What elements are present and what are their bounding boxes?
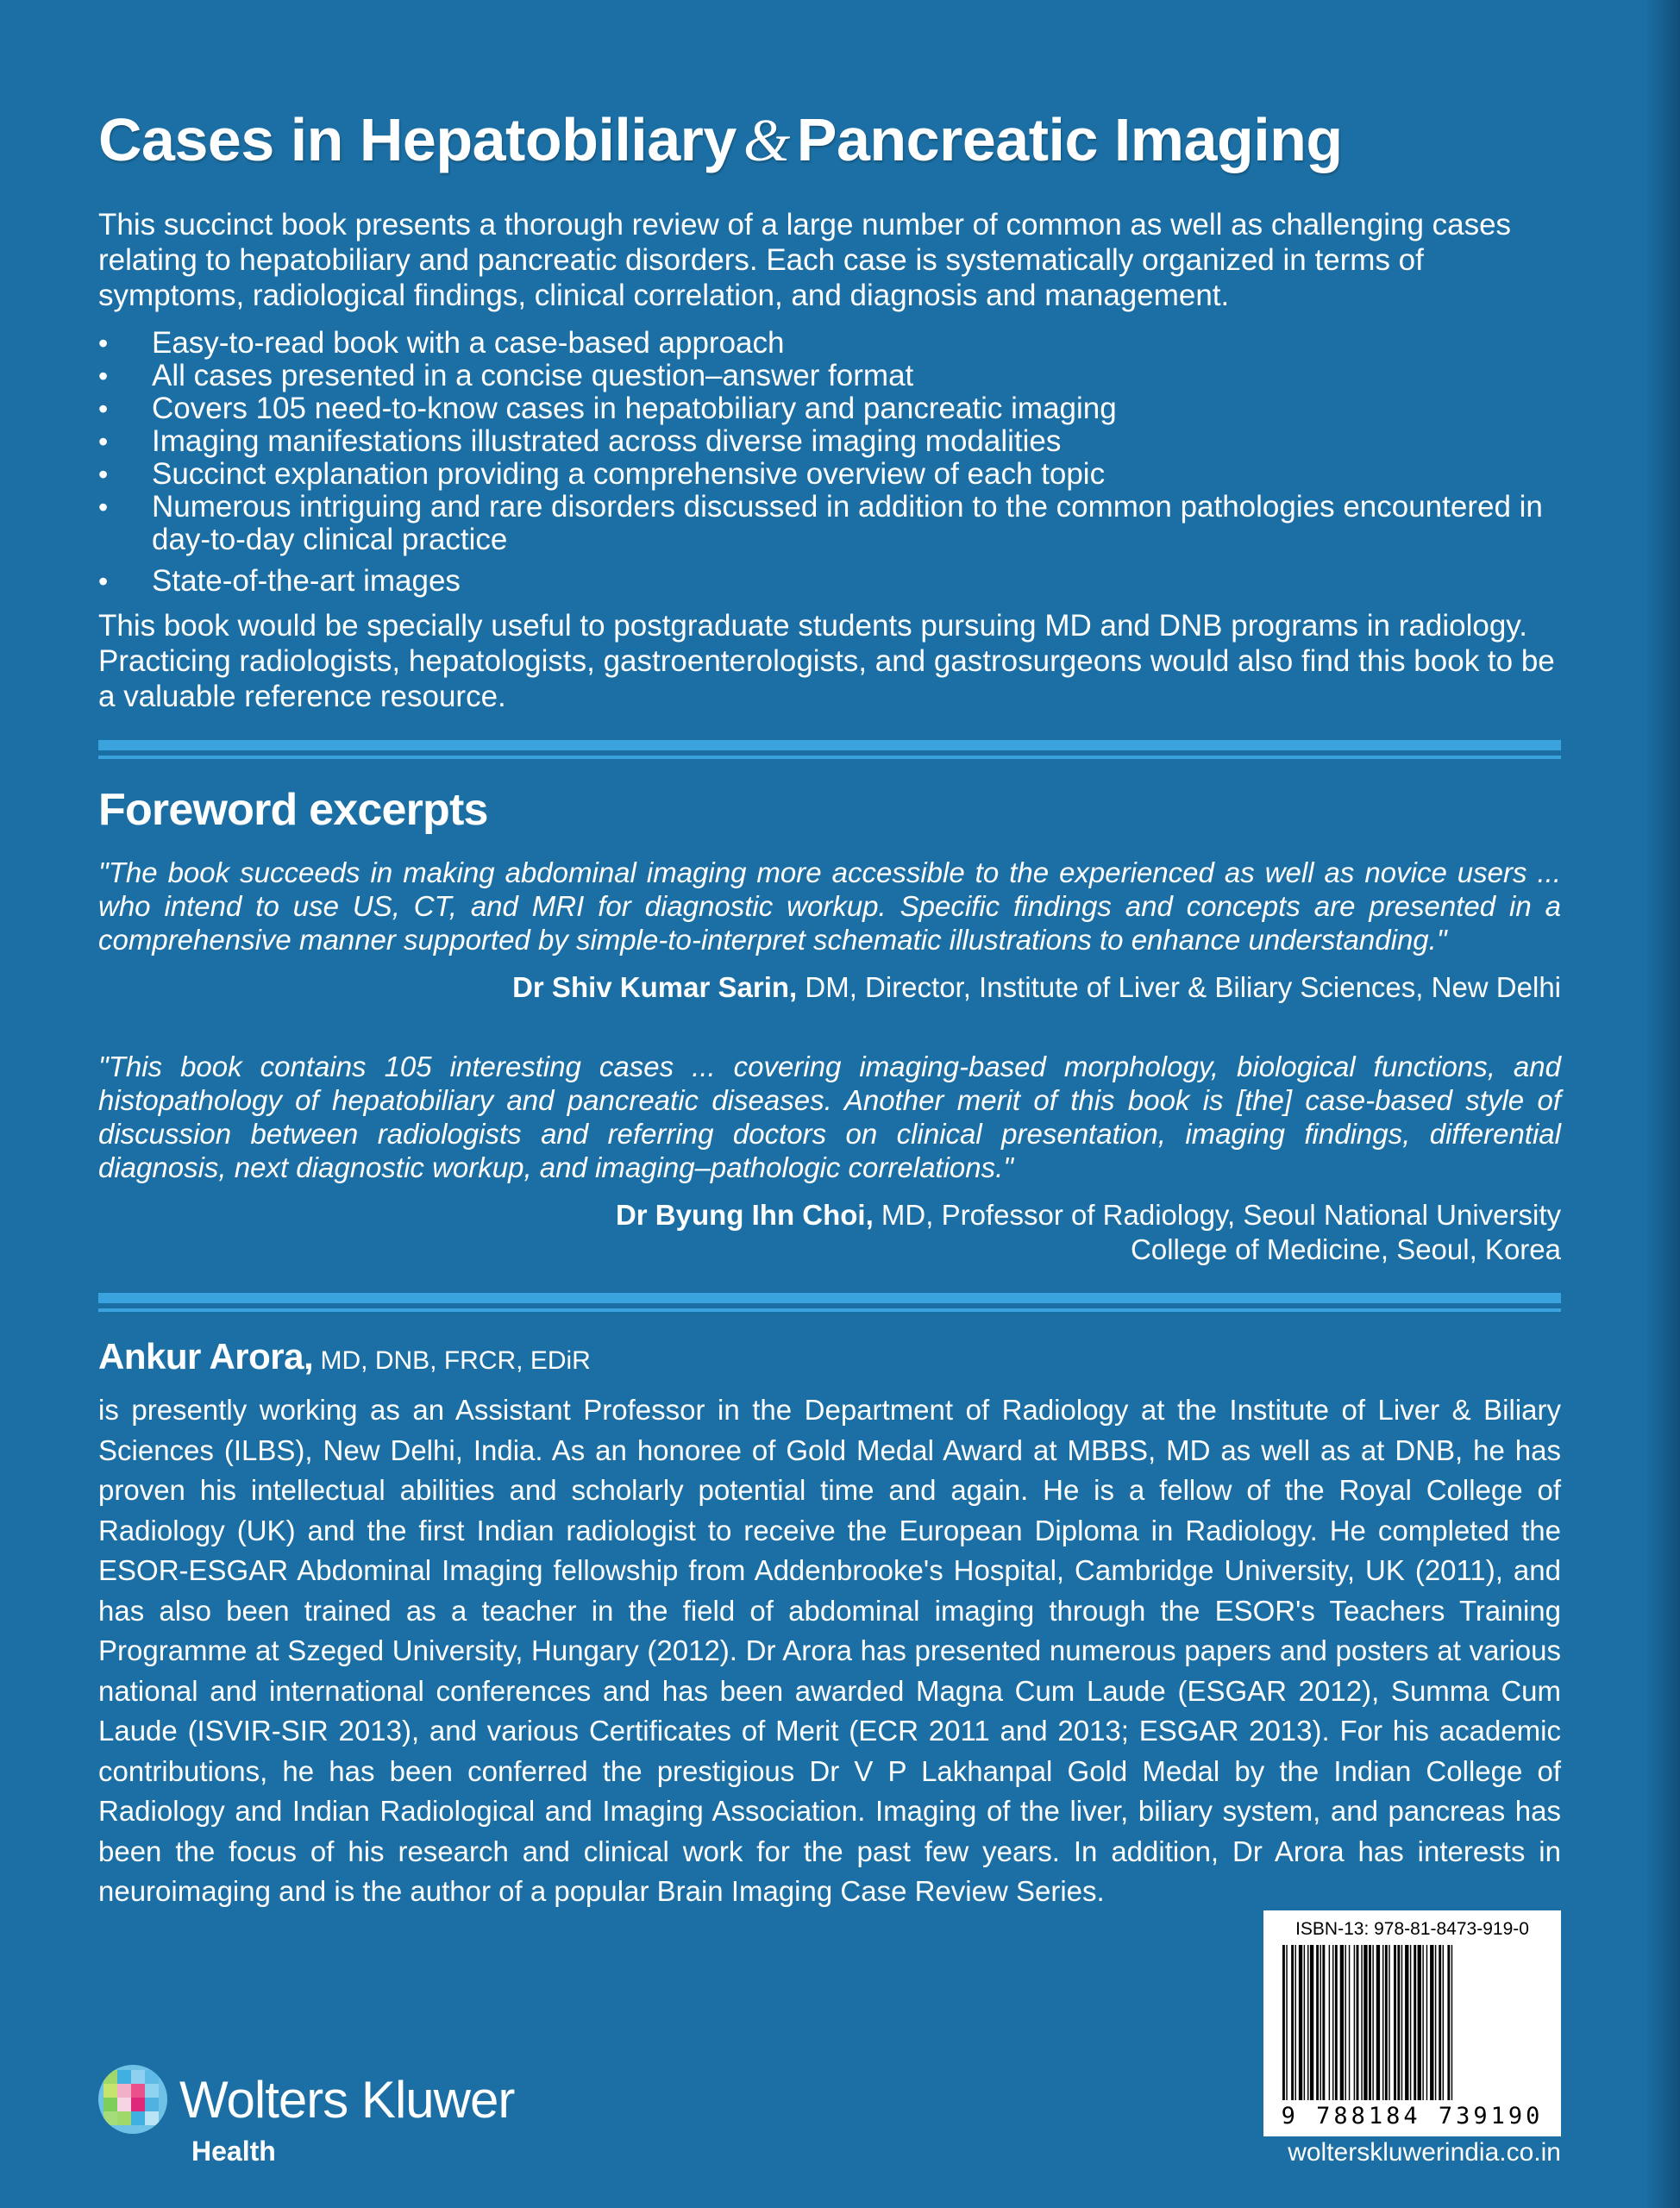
bullet-icon: • bbox=[98, 492, 109, 523]
book-title-ampersand: & bbox=[743, 108, 790, 174]
feature-item bbox=[98, 491, 1561, 556]
barcode-bar bbox=[1435, 1945, 1436, 2100]
spine-edge-shade bbox=[1646, 0, 1680, 2208]
barcode-bar bbox=[1291, 1945, 1294, 2100]
barcode-bar bbox=[1286, 1945, 1287, 2100]
back-cover-content bbox=[98, 104, 1561, 1912]
barcode-bar bbox=[1361, 1945, 1362, 2100]
author-bio: is presently working as an Assistant Professor in the Department of Radiology at the Institute of Liver & Biliary Sciences (ILBS), New Delhi, India. As an honoree of Gold Medal Award at MBBS, MD as well as at DNB, he has proven his intellectual abilities and scholarly potential time and again. He is a fellow of the Royal College of Radiology (UK) and the first Indian radiologist to receive the European Diploma in Radiology. He completed the ESOR-ESGAR Abdominal Imaging fellowship from Addenbrooke's Hospital, Cambridge University, UK (2011), and has also been trained as a teacher in the field of abdominal imaging through the ESOR's Teachers Training Programme at Szeged University, Hungary (2012). Dr Arora has presented numerous papers and posters at various national and international conferences and has been awarded Magna Cum Laude (ESGAR 2012), Summa Cum Laude (ISVIR-SIR 2013), and various Certificates of Merit (ECR 2011 and 2013; ESGAR 2013). For his academic contributions, he has been conferred the prestigious Dr V P Lakhanpal Gold Medal by the Indian College of Radiology and Indian Radiological and Imaging Association. Imaging of the liver, biliary system, and pancreas has been the focus of his research and clinical work for the past few years. In addition, Dr Arora has interests in neuroimaging and is the author of a popular Brain Imaging Case Review Series. bbox=[98, 1394, 1561, 1907]
barcode-bar bbox=[1345, 1945, 1346, 2100]
feature-text: State-of-the-art images bbox=[152, 564, 461, 598]
feature-item bbox=[98, 425, 1561, 458]
barcode-bar bbox=[1322, 1945, 1325, 2100]
foreword-heading: Foreword excerpts bbox=[98, 785, 488, 835]
feature-list bbox=[98, 327, 1561, 598]
attribution-role: DM, Director, Institute of Liver & Biliary Sciences, New Delhi bbox=[797, 971, 1561, 1003]
barcode-bar bbox=[1332, 1945, 1333, 2100]
book-title-part2: Pancreatic Imaging bbox=[796, 106, 1343, 173]
feature-item bbox=[98, 458, 1561, 491]
book-description: This succinct book presents a thorough review of a large number of common as well as challenging cases relating to hepatobiliary and pancreatic disorders. Each case is systematically organized in terms of symptoms, radiological findings, clinical correlation, and diagnosis and management. bbox=[98, 208, 1512, 312]
barcode-bar bbox=[1451, 1945, 1452, 2100]
feature-text: All cases presented in a concise question–answer format bbox=[152, 359, 914, 392]
attribution-role-continued: College of Medicine, Seoul, Korea bbox=[1131, 1233, 1561, 1265]
barcode-bar bbox=[1320, 1945, 1321, 2100]
section-divider bbox=[98, 1293, 1561, 1314]
quote-attribution bbox=[98, 1198, 1561, 1267]
feature-item bbox=[98, 360, 1561, 392]
divider-thick-line bbox=[98, 740, 1561, 750]
feature-text: Easy-to-read book with a case-based approach bbox=[152, 326, 785, 360]
barcode-bar bbox=[1357, 1945, 1359, 2100]
barcode-bar bbox=[1447, 1945, 1450, 2100]
barcode-bar bbox=[1385, 1945, 1388, 2100]
barcode-bar bbox=[1363, 1945, 1367, 2100]
attribution-role: MD, Professor of Radiology, Seoul National University bbox=[873, 1199, 1561, 1231]
author-credentials: MD, DNB, FRCR, EDiR bbox=[313, 1346, 591, 1375]
barcode-bar bbox=[1282, 1945, 1285, 2100]
audience-paragraph: This book would be specially useful to postgraduate students pursuing MD and DNB programs in radiology. Practicing radiologists, hepatologists, gastroenterologists, and gastrosurgeons would also find this book to be a valuable reference resource. bbox=[98, 609, 1555, 713]
publisher-division: Health bbox=[191, 2136, 276, 2167]
barcode-bar bbox=[1401, 1945, 1402, 2100]
barcode-bar bbox=[1335, 1945, 1338, 2100]
foreword-quote: "The book succeeds in making abdominal imaging more accessible to the experienced as well as novice users ... who intend to use US, CT, and MRI for diagnostic workup. Specific findings and concepts are presented in a comprehensive manner supported by simple-to-interpret schematic illustrations to enhance understanding." bbox=[98, 856, 1561, 956]
feature-text: Numerous intriguing and rare disorders discussed in addition to the common pathologies encountered in day-to-day clinical practice bbox=[152, 490, 1543, 556]
barcode-bar bbox=[1316, 1945, 1319, 2100]
barcode-bar bbox=[1430, 1945, 1433, 2100]
feature-item bbox=[98, 327, 1561, 360]
barcode-bar bbox=[1304, 1945, 1305, 2100]
barcode-bar bbox=[1410, 1945, 1411, 2100]
bullet-icon: • bbox=[98, 426, 109, 457]
barcode-bar bbox=[1439, 1945, 1441, 2100]
barcode-bars bbox=[1282, 1945, 1542, 2100]
barcode-bar bbox=[1310, 1945, 1313, 2100]
author-name: Ankur Arora, bbox=[98, 1336, 314, 1377]
author-heading bbox=[98, 1336, 1561, 1382]
barcode-bar bbox=[1414, 1945, 1416, 2100]
barcode-bar bbox=[1354, 1945, 1355, 2100]
barcode-bar bbox=[1376, 1945, 1380, 2100]
barcode-bar bbox=[1340, 1945, 1344, 2100]
attribution-name: Dr Byung Ihn Choi, bbox=[615, 1199, 874, 1231]
barcode-bar bbox=[1405, 1945, 1408, 2100]
spacer bbox=[98, 1005, 1561, 1050]
barcode-bar bbox=[1307, 1945, 1308, 2100]
divider-thick-line bbox=[98, 1293, 1561, 1303]
book-title-part1: Cases in Hepatobiliary bbox=[98, 106, 737, 173]
bullet-icon: • bbox=[98, 328, 109, 359]
barcode-bar bbox=[1329, 1945, 1330, 2100]
publisher-name: Wolters Kluwer bbox=[179, 2071, 515, 2129]
barcode-bar bbox=[1372, 1945, 1373, 2100]
book-title bbox=[98, 104, 1561, 178]
bullet-icon: • bbox=[98, 393, 109, 424]
divider-thin-line bbox=[98, 1308, 1561, 1312]
isbn-barcode bbox=[1263, 1910, 1561, 2136]
foreword-quote: "This book contains 105 interesting cases ... covering imaging-based morphology, biological functions, and histopathology of hepatobiliary and pancreatic diseases. Another merit of this book is [the] case-based style of discussion between radiologists and referring doctors on clinical presentation, imaging findings, differential diagnosis, next diagnostic workup, and imaging–pathologic correlations." bbox=[98, 1051, 1561, 1183]
divider-thin-line bbox=[98, 756, 1561, 759]
publisher-website: wolterskluwerindia.co.in bbox=[1288, 2138, 1561, 2167]
barcode-bar bbox=[1349, 1945, 1350, 2100]
barcode-digits: 9 788184 739190 bbox=[1281, 2103, 1544, 2130]
bullet-icon: • bbox=[98, 566, 109, 597]
attribution-name: Dr Shiv Kumar Sarin, bbox=[512, 971, 798, 1003]
isbn-label: ISBN-13: 978-81-8473-919-0 bbox=[1295, 1919, 1529, 1939]
quote-attribution bbox=[98, 970, 1561, 1005]
feature-text: Succinct explanation providing a comprehensive overview of each topic bbox=[152, 457, 1106, 491]
barcode-bar bbox=[1426, 1945, 1427, 2100]
bullet-icon: • bbox=[98, 361, 109, 392]
section-divider bbox=[98, 740, 1561, 761]
barcode-bar bbox=[1418, 1945, 1421, 2100]
barcode-bar bbox=[1382, 1945, 1383, 2100]
barcode-bar bbox=[1397, 1945, 1400, 2100]
barcode-bar bbox=[1394, 1945, 1396, 2100]
barcode-bar bbox=[1422, 1945, 1423, 2100]
feature-item bbox=[98, 565, 1561, 598]
barcode-bar bbox=[1295, 1945, 1296, 2100]
wolters-kluwer-mosaic-icon bbox=[97, 2063, 169, 2136]
barcode-bar bbox=[1443, 1945, 1444, 2100]
publisher-logo bbox=[97, 2063, 545, 2175]
feature-text: Imaging manifestations illustrated across diverse imaging modalities bbox=[152, 424, 1062, 458]
barcode-bar bbox=[1299, 1945, 1302, 2100]
barcode-bar bbox=[1369, 1945, 1371, 2100]
feature-item bbox=[98, 392, 1561, 425]
bullet-icon: • bbox=[98, 459, 109, 490]
feature-text: Covers 105 need-to-know cases in hepatobiliary and pancreatic imaging bbox=[152, 392, 1117, 425]
